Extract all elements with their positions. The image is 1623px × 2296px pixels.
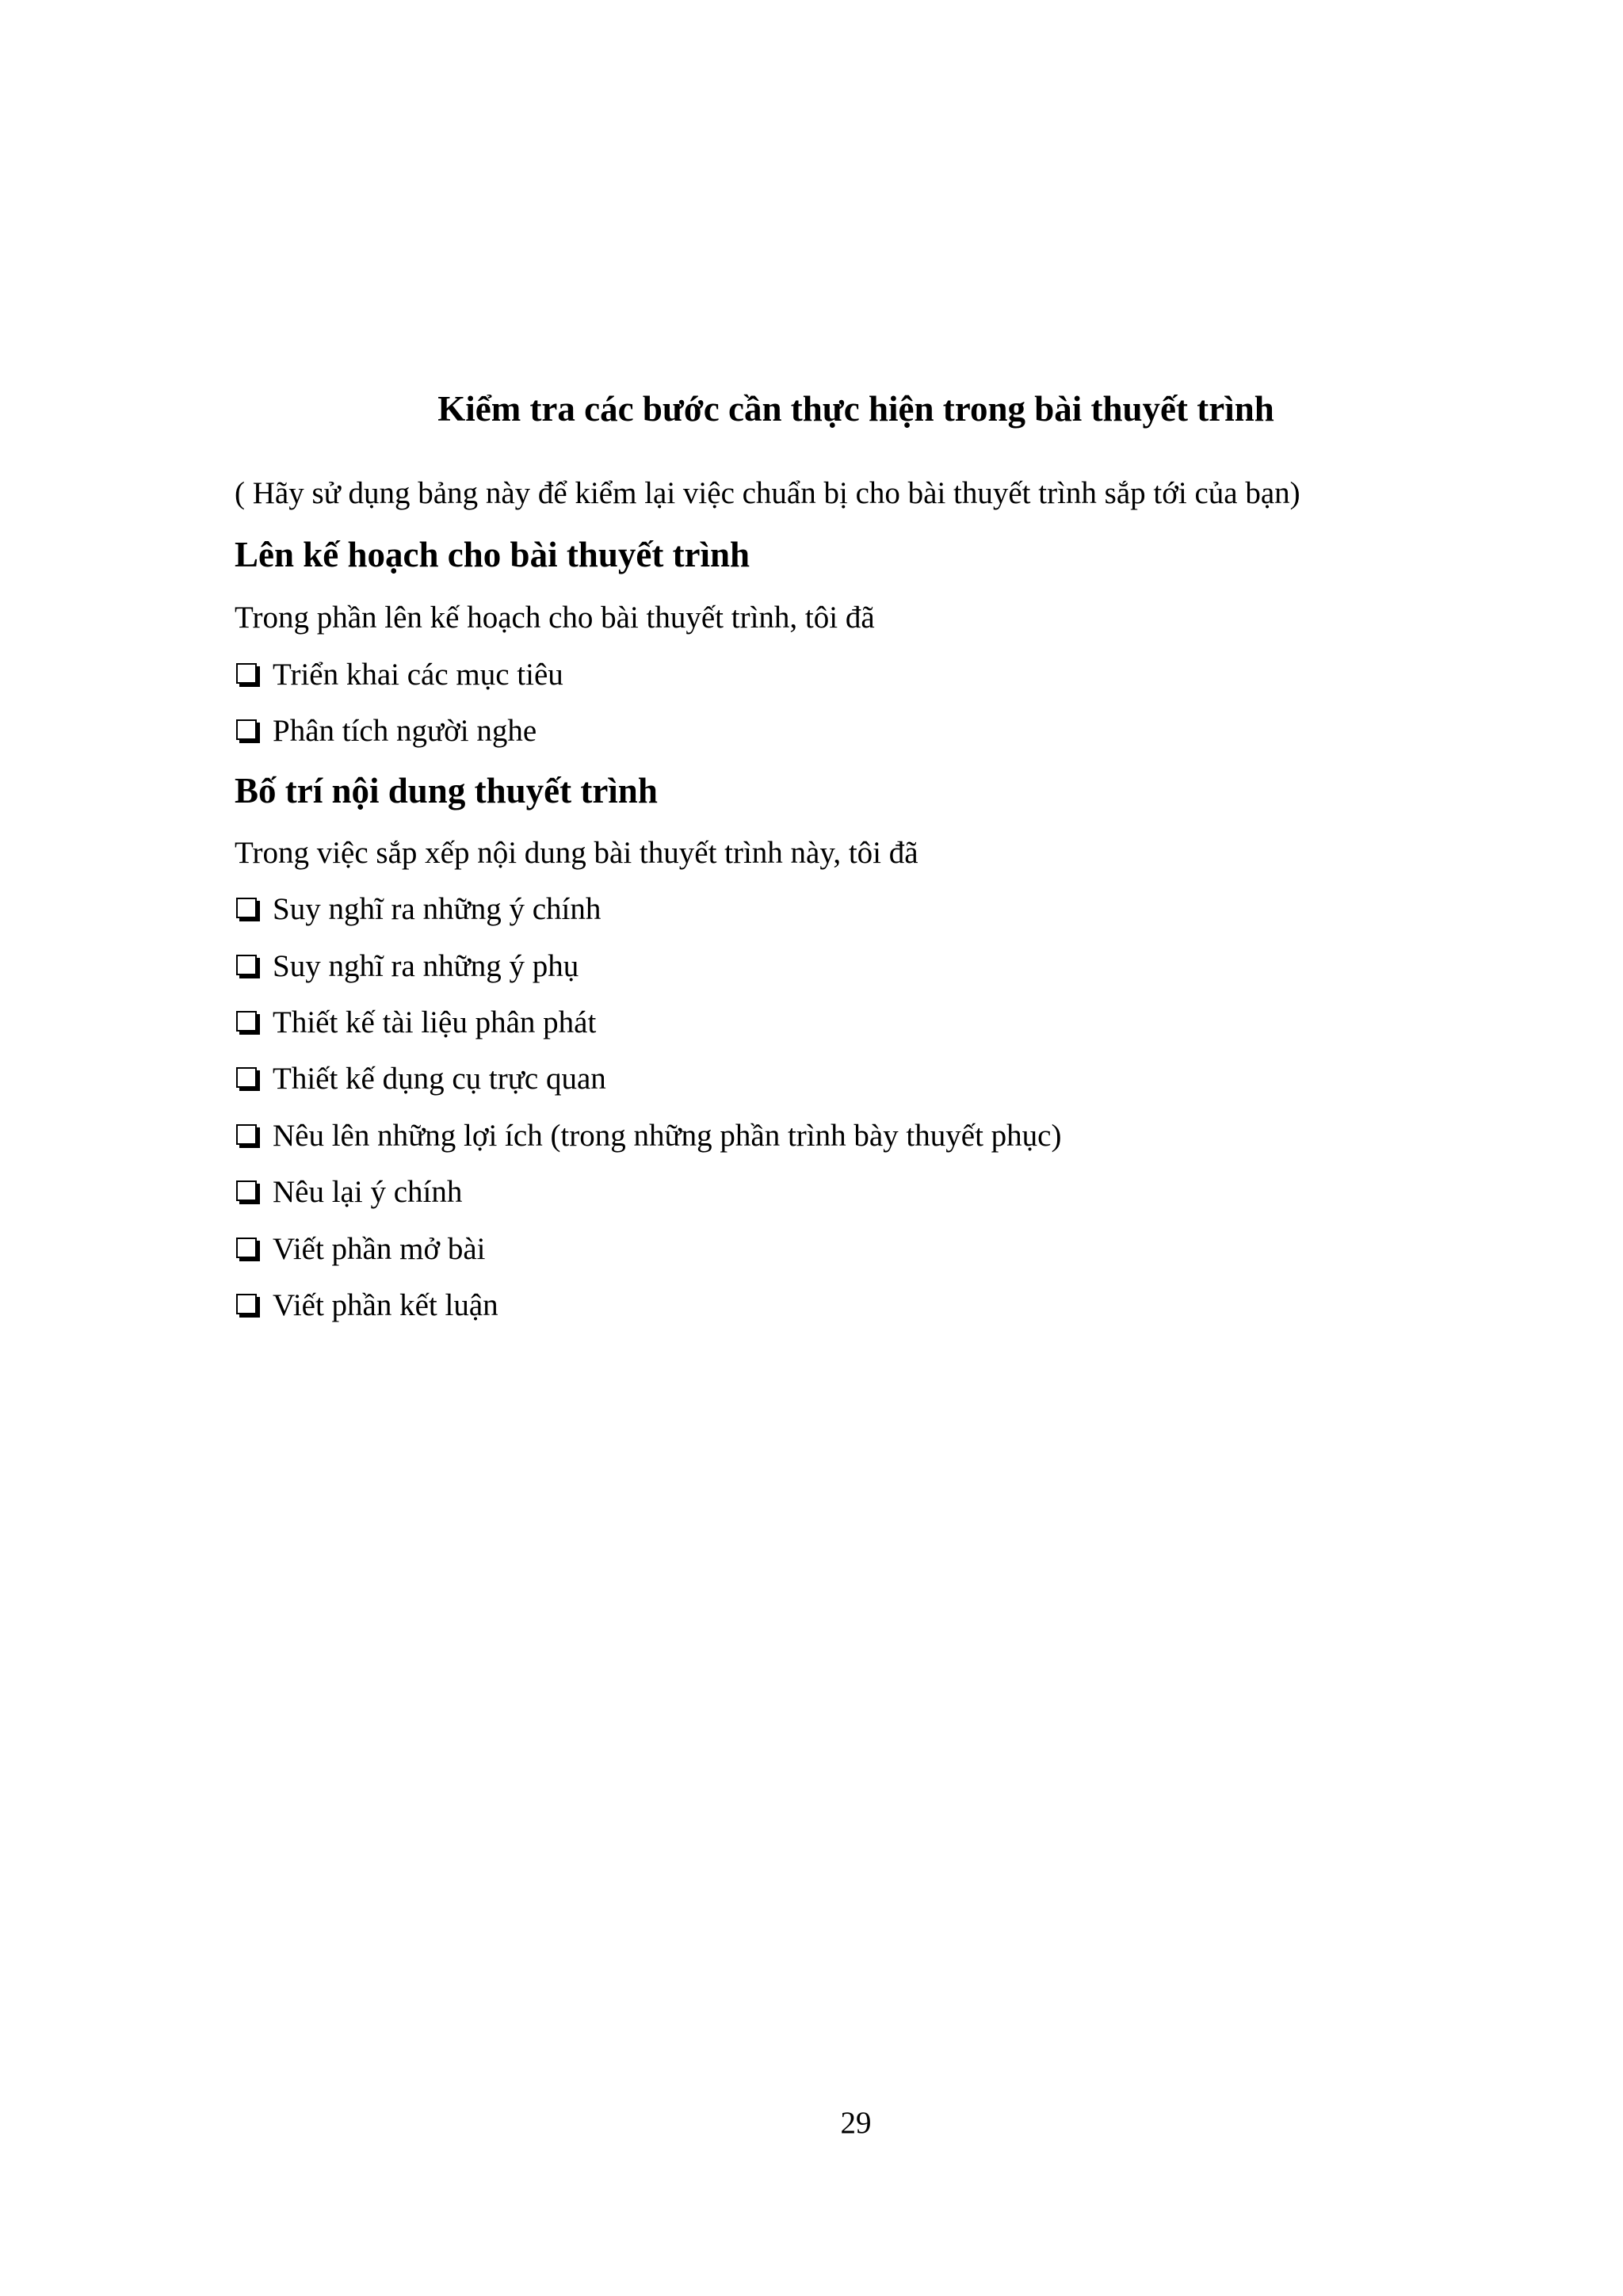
checkbox-icon[interactable] xyxy=(236,1124,257,1145)
section-intro-content: Trong việc sắp xếp nội dung bài thuyết trình này, tôi đã xyxy=(235,836,918,870)
checklist-item xyxy=(235,711,537,751)
checklist-item-label: Phân tích người nghe xyxy=(273,714,537,748)
checklist-item-label: Triển khai các mục tiêu xyxy=(273,658,563,692)
checkbox-icon[interactable] xyxy=(236,1238,257,1258)
checklist-item-label: Viết phần kết luận xyxy=(273,1288,498,1322)
checkbox-icon[interactable] xyxy=(236,1011,257,1032)
checklist-item-label: Thiết kế dụng cụ trực quan xyxy=(273,1062,606,1096)
checklist-item xyxy=(235,1286,498,1325)
checkbox-icon[interactable] xyxy=(236,1067,257,1088)
checklist-item-label: Suy nghĩ ra những ý phụ xyxy=(273,949,579,983)
checkbox-icon[interactable] xyxy=(236,663,257,684)
checklist-item-label: Nêu lên những lợi ích (trong những phần trình bày thuyết phục) xyxy=(273,1119,1062,1153)
checklist-item xyxy=(235,655,563,695)
section-heading-content: Bố trí nội dung thuyết trình xyxy=(235,771,658,810)
checkbox-icon[interactable] xyxy=(236,1294,257,1314)
checklist-item-label: Thiết kế tài liệu phân phát xyxy=(273,1005,597,1039)
checklist-item xyxy=(235,1059,606,1099)
checklist-item xyxy=(235,1003,596,1043)
checklist-item xyxy=(235,1173,462,1212)
page-number: 29 xyxy=(840,2106,872,2140)
checklist-item xyxy=(235,890,601,929)
checkbox-icon[interactable] xyxy=(236,955,257,975)
checklist-item-label: Suy nghĩ ra những ý chính xyxy=(273,892,601,926)
section-heading-planning: Lên kế hoạch cho bài thuyết trình xyxy=(235,535,750,574)
checkbox-icon[interactable] xyxy=(236,719,257,740)
checkbox-icon[interactable] xyxy=(236,1180,257,1201)
subtitle-note: ( Hãy sử dụng bảng này để kiểm lại việc chuẩn bị cho bài thuyết trình sắp tới của bạn) xyxy=(235,476,1300,510)
checklist-item-label: Viết phần mở bài xyxy=(273,1232,486,1266)
checklist-item xyxy=(235,947,579,986)
section-intro-planning: Trong phần lên kế hoạch cho bài thuyết trình, tôi đã xyxy=(235,601,875,635)
checklist-item-label: Nêu lại ý chính xyxy=(273,1175,463,1209)
checklist-item xyxy=(235,1230,485,1269)
checklist-item xyxy=(235,1116,1061,1156)
checkbox-icon[interactable] xyxy=(236,898,257,918)
page-title: Kiểm tra các bước cần thực hiện trong bài thuyết trình xyxy=(437,389,1274,429)
